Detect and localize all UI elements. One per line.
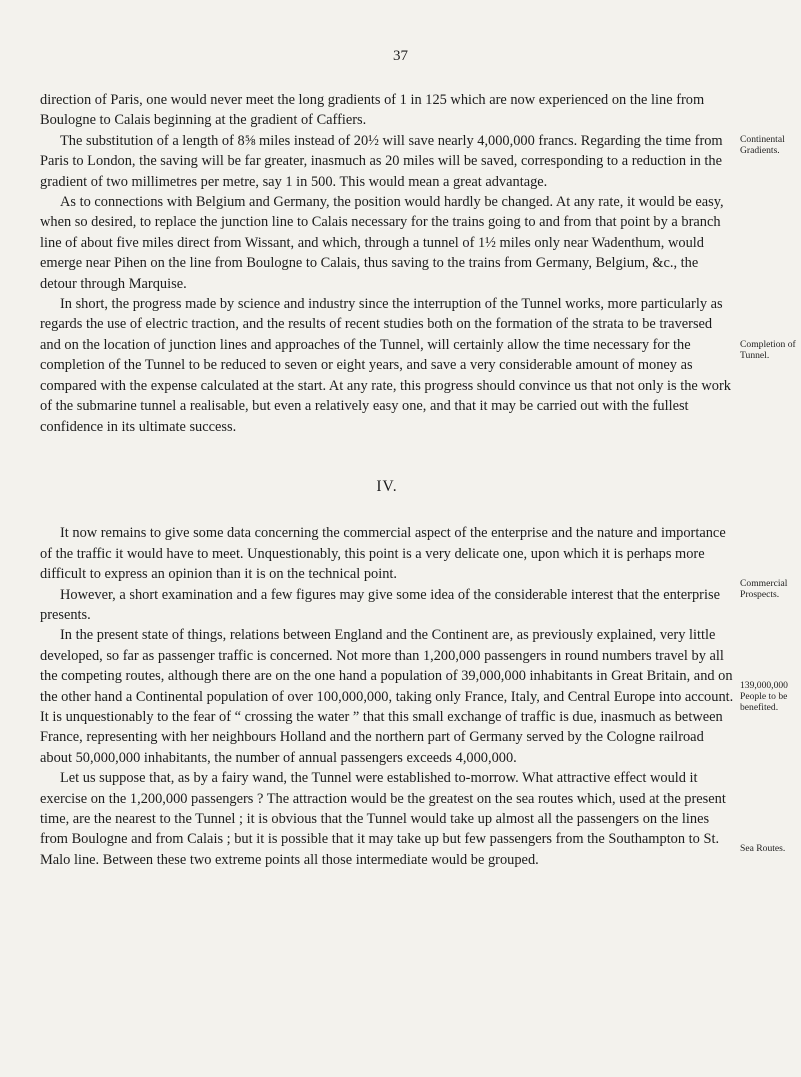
section-heading: IV. (376, 477, 398, 495)
paragraph: As to connections with Belgium and Germany, the position would hardly be changed. At any rate, it would be easy, when so desired, to replace the junction line to Calais necessary for the trains going to and from that point by a branch line of about five miles direct from Wissant, and which, through a tunnel of 1½ miles only near Wadenthum, would emerge near Pihen on the line from Boulogne to Calais, thus saving to the trains from Germany, Belgium, &c., the detour through Marquise. (40, 194, 724, 292)
paragraph: In short, the progress made by science and industry since the interruption of the Tunnel works, more particularly as regards the use of electric traction, and the results of recent studies both on the formation of the strata to be traversed and on the location of junction lines and approaches of the Tunnel, will certainly allow the time necessary for the completion of the Tunnel to be reduced to seven or eight years, and save a very considerable amount of money as compared with the expense calculated at the start. At any rate, this progress should convince us that not only is the work of the submarine tunnel a realisable, but even a relatively easy one, and that it may be carried out with the fullest confidence in its ultimate success. (40, 296, 731, 435)
margin-note-people-benefited: 139,000,000 People to be benefited. (740, 680, 788, 713)
margin-note-completion-of-tunnel: Completion of Tunnel. (740, 339, 796, 361)
margin-note-commercial-prospects: Commercial Prospects. (740, 578, 788, 600)
paragraph: In the present state of things, relations between England and the Continent are, as previously explained, very little developed, so far as passenger traffic is concerned. Not more than 1,200,000 passengers in round numbers travel by all the competing routes, although there are on the one hand a population of 39,000,000 inhabitants in Great Britain, and on the other hand a Continental population of over 100,000,000, taking only France, Italy, and Central Europe into account. It is unquestionably to the fear of “ crossing the water ” that this small exchange of traffic is due, inasmuch as between France, representing with her neighbours Holland and the northern part of Germany served by the Cologne railroad about 50,000,000 inhabitants, the number of annual passengers exceeds 4,000,000. (40, 627, 734, 766)
paragraph: Let us suppose that, as by a fairy wand, the Tunnel were established to-morrow. What attractive effect would it exercise on the 1,200,000 passengers ? The attraction would be the greatest on the sea routes which, used at the present time, are the nearest to the Tunnel ; it is obvious that the Tunnel would take up almost all the passengers on the lines from Boulogne and from Calais ; but it is possible that it may take up but few passengers from the Southampton to St. Malo line. Between these two extreme points all those intermediate would be grouped. (40, 770, 726, 868)
page-number: 37 (393, 48, 408, 64)
paragraph: The substitution of a length of 8⅝ miles instead of 20½ will save nearly 4,000,000 francs. Regarding the time from Paris to London, the saving will be far greater, inasmuch as 20 miles will be saved, corresponding to a reduction in the gradient of two millimetres per metre, say 1 in 500. This would mean a great advantage. (40, 132, 723, 190)
margin-note-continental-gradients: Continental Gradients. (740, 134, 785, 156)
paragraph: direction of Paris, one would never meet the long gradients of 1 in 125 which are now experienced on the line from Boulogne to Calais beginning at the gradient of Caffiers. (40, 92, 705, 129)
paragraph: It now remains to give some data concerning the commercial aspect of the enterprise and the nature and importance of the traffic it would have to meet. Unquestionably, this point is a very delicate one, upon which it is perhaps more difficult to express an opinion than it is on the technical point. (40, 525, 726, 583)
margin-note-sea-routes: Sea Routes. (740, 843, 786, 854)
paragraph: However, a short examination and a few figures may give some idea of the considerable interest that the enterprise presents. (40, 586, 720, 623)
body-text (40, 90, 734, 870)
